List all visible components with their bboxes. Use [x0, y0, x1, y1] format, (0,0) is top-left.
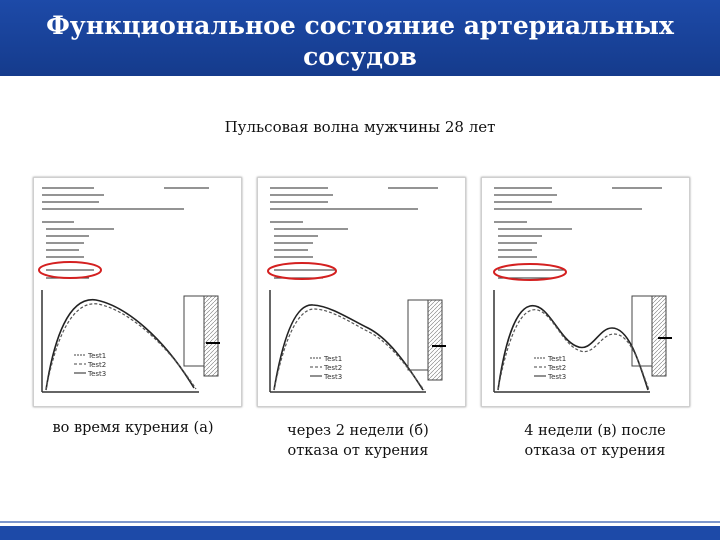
legend-b [310, 355, 342, 381]
legend-label: Test3 [548, 373, 567, 381]
legend-label: Test1 [88, 352, 107, 360]
caption-c-line-2: отказа от курения [524, 443, 666, 459]
legend-label: Test1 [548, 355, 567, 363]
title-line-2: сосудов [303, 42, 417, 71]
legend-label: Test2 [548, 364, 567, 372]
legend-label: Test1 [324, 355, 343, 363]
legend-a [74, 352, 106, 378]
footer-divider [0, 521, 720, 523]
form-text-lines [42, 188, 209, 278]
legend-label: Test2 [324, 364, 343, 372]
legend-c [534, 355, 566, 381]
pulse-wave-chart-c [482, 178, 689, 406]
title-bar [0, 0, 720, 76]
caption-b-line-1: через 2 недели (б) [287, 423, 429, 439]
footer-bar [0, 526, 720, 540]
caption-a: во время курения (а) [52, 420, 214, 436]
pulse-wave-scan-c [481, 177, 690, 407]
highlight-ellipse [268, 263, 336, 279]
pulse-wave-scan-b [257, 177, 466, 407]
legend-label: Test2 [88, 361, 107, 369]
title-line-1: Функциональное состояние артериальных [46, 11, 674, 40]
caption-b [258, 421, 458, 461]
pulse-wave-chart-b [258, 178, 465, 406]
caption-b-line-2: отказа от курения [287, 443, 429, 459]
caption-c [490, 421, 700, 461]
page-title [0, 10, 720, 72]
pulse-wave-chart-a [34, 178, 241, 406]
legend-label: Test3 [324, 373, 343, 381]
slide-subtitle: Пульсовая волна мужчины 28 лет [224, 118, 496, 136]
pulse-wave-scan-a [33, 177, 242, 407]
legend-label: Test3 [88, 370, 107, 378]
caption-c-line-1: 4 недели (в) после [524, 423, 666, 439]
form-text-lines [270, 188, 438, 278]
